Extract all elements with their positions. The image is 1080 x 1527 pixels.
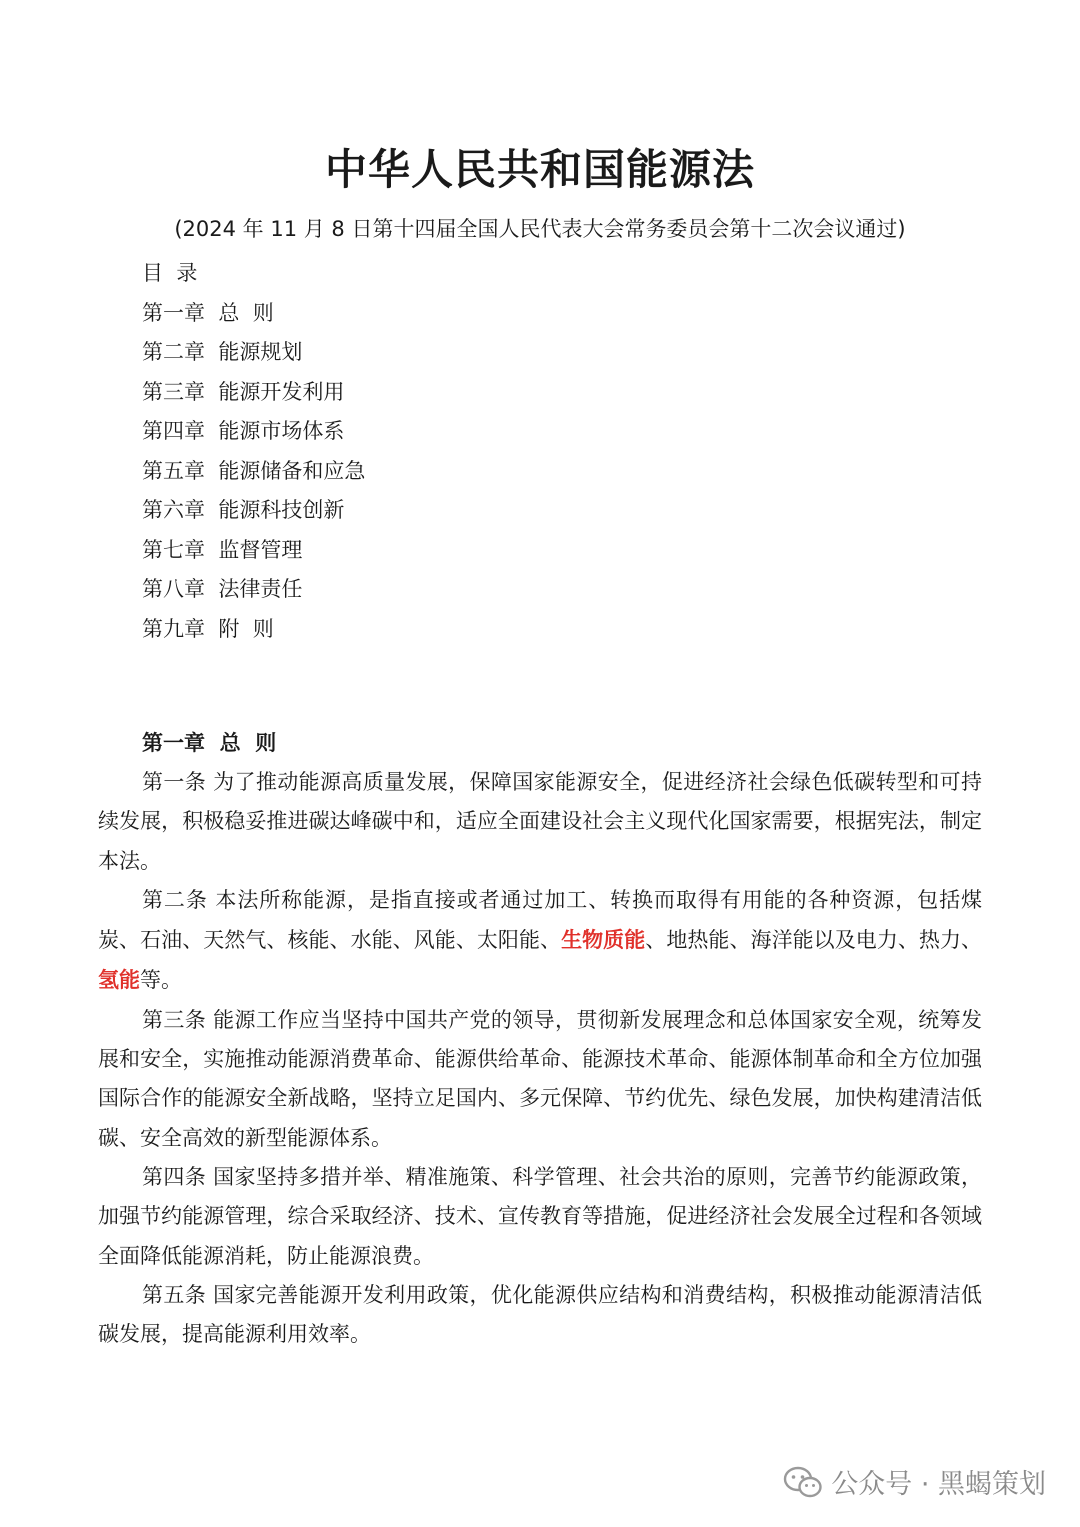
- highlight-hydrogen-energy: 氢能: [98, 967, 140, 993]
- chapter-1-heading: 第一章 总 则: [142, 730, 277, 755]
- toc-item-chapter-9: 第九章 附 则: [142, 616, 274, 641]
- article-2-text-b: 、地热能、海洋能以及电力、热力、: [645, 928, 983, 953]
- article-2-text-c: 等。: [140, 968, 182, 993]
- article-1: 第一条 为了推动能源高质量发展，保障国家能源安全，促进经济社会绿色低碳转型和可持续发展，积极稳妥推进碳达峰碳中和，适应全面建设社会主义现代化国家需要，根据宪法，制定本法。: [98, 770, 982, 873]
- toc-item-chapter-8: 第八章 法律责任: [142, 577, 303, 601]
- toc-item-chapter-7: 第七章 监督管理: [142, 537, 303, 562]
- article-5: 第五条 国家完善能源开发利用政策，优化能源供应结构和消费结构，积极推动能源清洁低碳发展，提高能源利用效率。: [98, 1282, 982, 1347]
- toc-item-chapter-5: 第五章 能源储备和应急: [142, 458, 366, 483]
- article-4: 第四条 国家坚持多措并举、精准施策、科学管理、社会共治的原则，完善节约能源政策，加强节约能源管理，综合采取经济、技术、宣传教育等措施，促进经济社会发展全过程和各领域全面降低能源消耗，防止能源浪费。: [98, 1164, 982, 1268]
- article-2-text-a: 第二条 本法所称能源，是指直接或者通过加工、转换而取得有用能的各种资源，包括煤炭、石油、天然气、核能、水能、风能、太阳能、: [98, 887, 982, 953]
- toc-item-chapter-3: 第三章 能源开发利用: [142, 379, 345, 404]
- toc-item-chapter-1: 第一章 总 则: [142, 300, 274, 325]
- chapter-1-body: [98, 763, 982, 1354]
- document-subtitle: (2024 年 11 月 8 日第十四届全国人民代表大会常务委员会第十二次会议通过): [174, 217, 906, 241]
- highlight-biomass-energy: 生物质能: [561, 927, 646, 953]
- toc-heading: 目 录: [142, 261, 198, 285]
- toc-item-chapter-4: 第四章 能源市场体系: [142, 419, 345, 443]
- toc-item-chapter-6: 第六章 能源科技创新: [142, 498, 345, 522]
- table-of-contents: [142, 254, 365, 649]
- article-3: 第三条 能源工作应当坚持中国共产党的领导，贯彻新发展理念和总体国家安全观，统筹发展和安全，实施推动能源消费革命、能源供给革命、能源技术革命、能源体制革命和全方位加强国际合作的能源安全新战略，坚持立足国内、多元保障、节约优先、绿色发展，加快构建清洁低碳、安全高效的新型能源体系。: [98, 1007, 982, 1150]
- wechat-icon: [783, 1465, 823, 1499]
- watermark-text: 公众号 · 黑蝎策划: [831, 1469, 1046, 1500]
- document-title: 中华人民共和国能源法: [324, 145, 755, 194]
- article-2: [98, 881, 982, 1001]
- toc-item-chapter-2: 第二章 能源规划: [142, 340, 303, 364]
- watermark: [783, 1462, 1046, 1501]
